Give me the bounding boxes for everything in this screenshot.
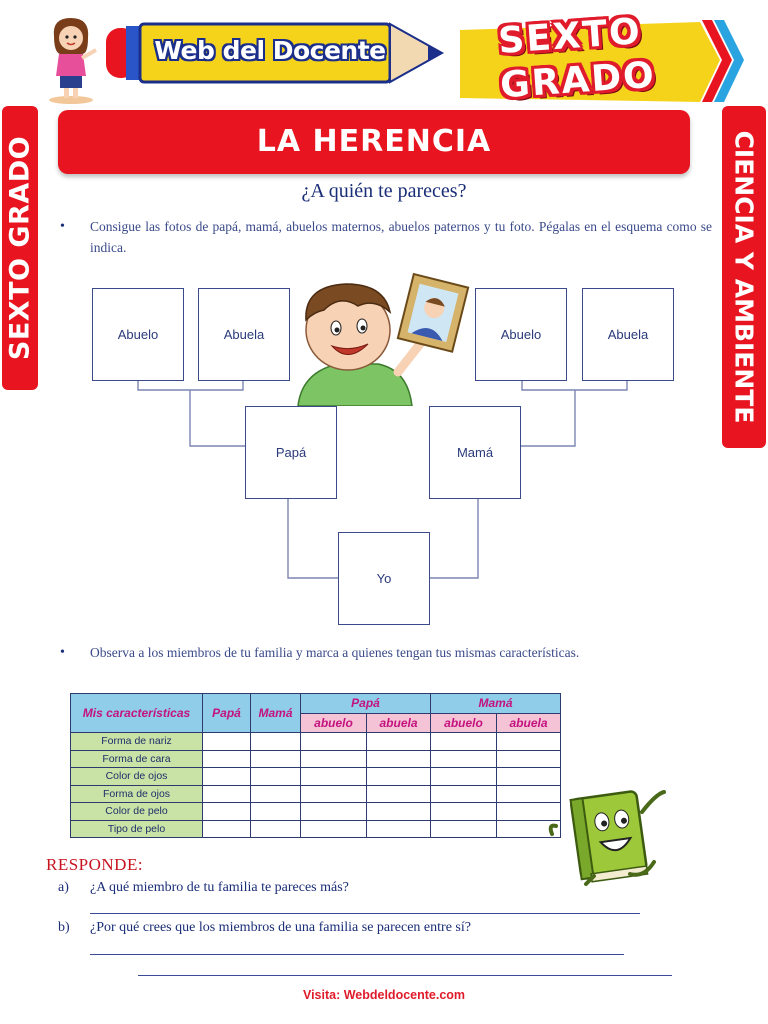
grade-label-line2: GRADO (498, 54, 658, 107)
table-row (71, 768, 561, 786)
question-b-text: ¿Por qué crees que los miembros de una familia se parecen entre sí? (90, 920, 471, 935)
table-header-mother: Mamá (251, 694, 301, 733)
check-cell[interactable] (367, 750, 431, 768)
table-subheader-grandpa: abuelo (431, 713, 497, 733)
page-title: LA HERENCIA (256, 124, 492, 159)
check-cell[interactable] (367, 803, 431, 821)
side-tab-subject-label: CIENCIA Y AMBIENTE (729, 130, 759, 424)
trait-label: Tipo de pelo (71, 820, 203, 838)
check-cell[interactable] (203, 733, 251, 751)
table-header-father-side: Papá (301, 694, 431, 714)
table-subheader-grandma: abuela (497, 713, 561, 733)
check-cell[interactable] (251, 785, 301, 803)
check-cell[interactable] (497, 750, 561, 768)
check-cell[interactable] (251, 750, 301, 768)
tree-box-grandpa-paternal: Abuelo (92, 288, 184, 381)
table-subheader-grandpa: abuelo (301, 713, 367, 733)
check-cell[interactable] (301, 750, 367, 768)
question-a-letter: a) (58, 880, 69, 895)
check-cell[interactable] (203, 768, 251, 786)
check-cell[interactable] (367, 733, 431, 751)
brand-name: Web del Docente (154, 36, 386, 65)
check-cell[interactable] (251, 820, 301, 838)
table-header-traits: Mis características (71, 694, 203, 733)
check-cell[interactable] (203, 803, 251, 821)
table-header-father: Papá (203, 694, 251, 733)
question-b-letter: b) (58, 920, 70, 935)
trait-label: Forma de cara (71, 750, 203, 768)
check-cell[interactable] (431, 750, 497, 768)
answer-line-b1[interactable] (90, 954, 624, 955)
instruction-1: Consigue las fotos de papá, mamá, abuelos maternos, abuelos paternos y tu foto. Pégalas en el esquema como se indica. (90, 219, 712, 255)
table-row (71, 803, 561, 821)
book-character-illustration (546, 786, 694, 886)
check-cell[interactable] (431, 785, 497, 803)
check-cell[interactable] (251, 803, 301, 821)
side-tab-grade (2, 106, 38, 390)
table-row (71, 820, 561, 838)
title-banner (58, 110, 690, 174)
tree-box-mother: Mamá (429, 406, 521, 499)
grade-label-line1: SEXTO (497, 11, 643, 62)
check-cell[interactable] (497, 768, 561, 786)
tree-box-grandma-maternal: Abuela (582, 288, 674, 381)
traits-table (70, 693, 561, 838)
check-cell[interactable] (301, 733, 367, 751)
bullet-icon: • (60, 219, 65, 234)
check-cell[interactable] (301, 820, 367, 838)
tree-box-me: Yo (338, 532, 430, 625)
check-cell[interactable] (367, 768, 431, 786)
side-tab-grade-label: SEXTO GRADO (4, 135, 36, 361)
tree-box-father: Papá (245, 406, 337, 499)
boy-with-photo-illustration (288, 272, 478, 406)
table-row (71, 750, 561, 768)
tree-box-grandpa-maternal: Abuelo (475, 288, 567, 381)
trait-label: Color de ojos (71, 768, 203, 786)
check-cell[interactable] (251, 733, 301, 751)
page-subtitle: ¿A quién te pareces? (301, 180, 467, 202)
check-cell[interactable] (203, 785, 251, 803)
table-row (71, 785, 561, 803)
check-cell[interactable] (203, 750, 251, 768)
table-row (71, 733, 561, 751)
trait-label: Forma de nariz (71, 733, 203, 751)
check-cell[interactable] (431, 733, 497, 751)
check-cell[interactable] (251, 768, 301, 786)
check-cell[interactable] (431, 803, 497, 821)
bullet-icon: • (60, 645, 65, 660)
side-tab-subject (722, 106, 766, 448)
check-cell[interactable] (301, 785, 367, 803)
check-cell[interactable] (367, 820, 431, 838)
check-cell[interactable] (203, 820, 251, 838)
answer-line-a[interactable] (90, 913, 640, 914)
check-cell[interactable] (301, 768, 367, 786)
table-subheader-grandma: abuela (367, 713, 431, 733)
question-a-text: ¿A qué miembro de tu familia te pareces más? (90, 880, 349, 895)
responde-heading: RESPONDE: (46, 855, 144, 874)
footer-visit: Visita: Webdeldocente.com (302, 988, 466, 1002)
table-header-mother-side: Mamá (431, 694, 561, 714)
check-cell[interactable] (431, 820, 497, 838)
check-cell[interactable] (301, 803, 367, 821)
check-cell[interactable] (497, 733, 561, 751)
tree-box-grandma-paternal: Abuela (198, 288, 290, 381)
trait-label: Color de pelo (71, 803, 203, 821)
instruction-2: Observa a los miembros de tu familia y marca a quienes tengan tus mismas características. (90, 645, 580, 660)
check-cell[interactable] (367, 785, 431, 803)
teacher-illustration (42, 14, 100, 104)
answer-line-b2[interactable] (138, 975, 672, 976)
trait-label: Forma de ojos (71, 785, 203, 803)
check-cell[interactable] (431, 768, 497, 786)
